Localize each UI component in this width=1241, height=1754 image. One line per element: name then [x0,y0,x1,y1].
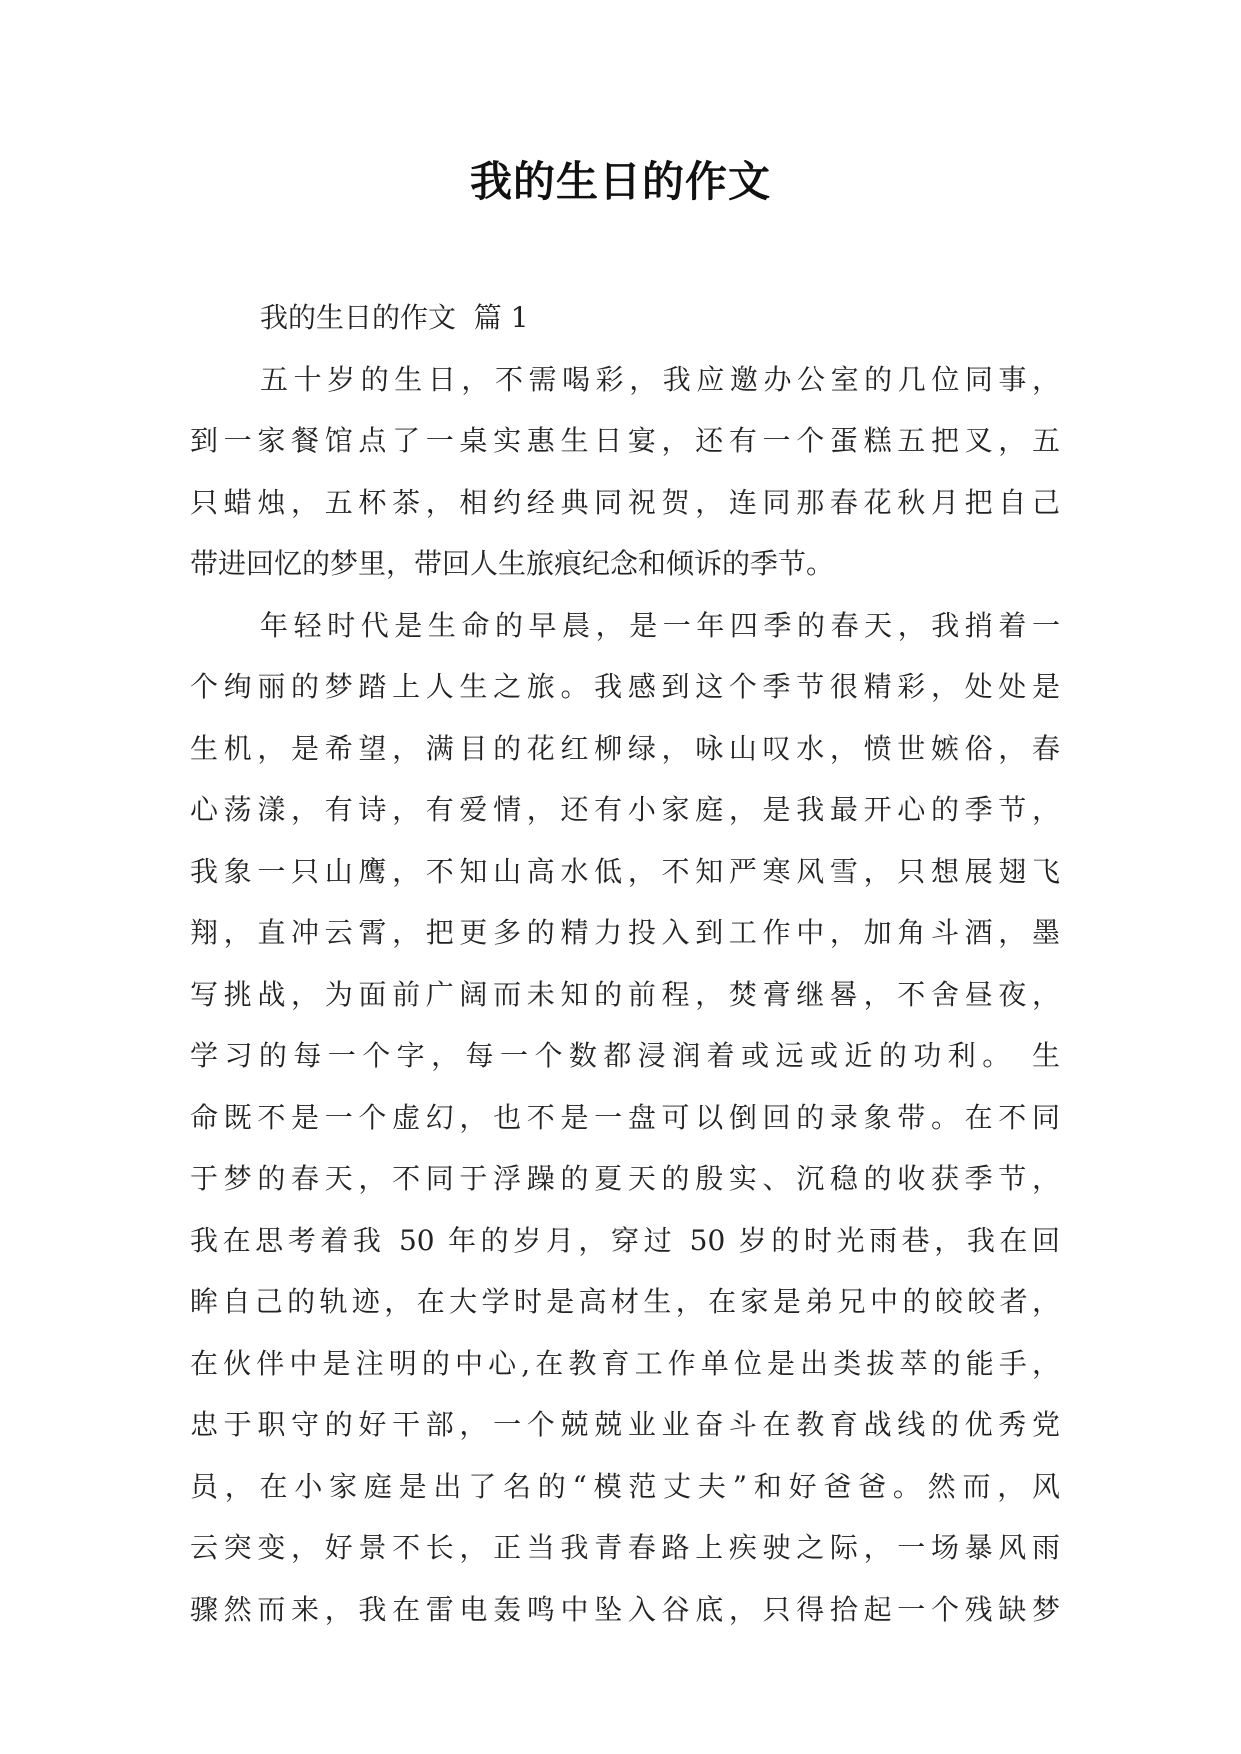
paragraph-line: 年轻时代是生命的早晨，是一年四季的春天，我捎着一 [260,608,1060,642]
paragraph-line: 只蜡烛，五杯茶，相约经典同祝贺，连同那春花秋月把自己 [190,485,1060,519]
paragraph-line: 眸自己的轨迹，在大学时是高材生，在家是弟兄中的皎皎者， [190,1285,1060,1318]
paragraph-line: 云突变，好景不长，正当我青春路上疾驶之际，一场暴风雨 [190,1531,1060,1564]
document-title: 我的生日的作文 [469,157,771,206]
paragraph-line: 骤然而来，我在雷电轰鸣中坠入谷底，只得拾起一个残缺梦 [190,1592,1060,1626]
paragraph-line: 写挑战，为面前广阔而未知的前程，焚膏继晷，不舍昼夜， [190,977,1060,1011]
paragraph-line: 心荡漾，有诗，有爱情，还有小家庭，是我最开心的季节， [190,793,1060,826]
paragraph-line: 员，在小家庭是出了名的“模范丈夫”和好爸爸。然而，风 [190,1469,1060,1503]
paragraph-line: 我在思考着我 50 年的岁月，穿过 50 岁的时光雨巷，我在回 [190,1223,1060,1257]
paragraph-line: 命既不是一个虚幻，也不是一盘可以倒回的录象带。在不同 [190,1100,1060,1134]
document-body [190,287,1060,1640]
paragraph-line: 学习的每一个字，每一个数都浸润着或远或近的功利。 生 [190,1039,1060,1072]
paragraph-line: 生机，是希望，满目的花红柳绿，咏山叹水，愤世嫉俗，春 [190,731,1060,765]
paragraph-line: 到一家餐馆点了一桌实惠生日宴，还有一个蛋糕五把叉，五 [190,424,1060,457]
paragraph-line: 于梦的春天，不同于浮躁的夏天的殷实、沉稳的收获季节， [190,1162,1060,1195]
paragraph-line: 我象一只山鹰，不知山高水低，不知严寒风雪，只想展翅飞 [190,854,1060,888]
paragraph-line: 个绚丽的梦踏上人生之旅。我感到这个季节很精彩，处处是 [190,670,1060,703]
paragraph-line: 五十岁的生日，不需喝彩，我应邀办公室的几位同事， [260,362,1060,396]
paragraph-line: 忠于职守的好干部，一个兢兢业业奋斗在教育战线的优秀党 [190,1408,1060,1441]
paragraph-line: 在伙伴中是注明的中心,在教育工作单位是出类拔萃的能手， [190,1346,1060,1380]
paragraph-line: 带进回忆的梦里，带回人生旅痕纪念和倾诉的季节。 [190,547,835,580]
paragraph-line: 翔，直冲云霄，把更多的精力投入到工作中，加角斗酒，墨 [190,916,1060,949]
section-heading: 我的生日的作文 篇 1 [260,301,529,334]
